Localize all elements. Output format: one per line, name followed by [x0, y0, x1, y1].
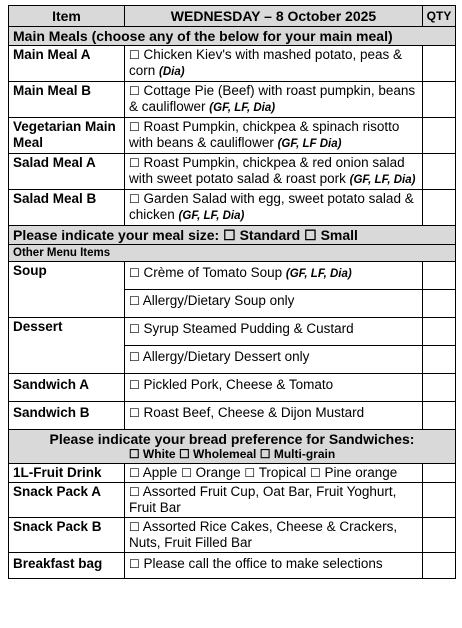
item-name: Dessert — [9, 318, 125, 374]
item-name: Vegetarian Main Meal — [9, 118, 125, 154]
checkbox[interactable]: ☐ — [129, 192, 140, 206]
item-name: Salad Meal A — [9, 154, 125, 190]
bread-white: White — [142, 447, 176, 461]
table-row — [9, 553, 456, 579]
option-text: Pickled Pork, Cheese & Tomato — [143, 377, 334, 392]
checkbox[interactable]: ☐ — [129, 84, 140, 98]
option-text: Roast Pumpkin, chickpea & spinach risotto with beans & cauliflower — [129, 119, 400, 150]
checkbox[interactable]: ☐ — [129, 378, 140, 392]
option-main-meal-b[interactable] — [125, 82, 423, 118]
table-row — [9, 518, 456, 553]
qty-cell[interactable] — [423, 518, 456, 553]
qty-cell[interactable] — [423, 46, 456, 82]
qty-cell[interactable] — [423, 290, 456, 318]
dietary-tag: (GF, LF, Dia) — [209, 102, 276, 114]
qty-cell[interactable] — [423, 318, 456, 346]
qty-cell[interactable] — [423, 374, 456, 402]
bread-multigrain: Multi-grain — [273, 447, 336, 461]
option-text: Roast Pumpkin, chickpea & red onion salad with sweet potato salad & roast pork — [129, 155, 405, 186]
option-dessert-pudding[interactable] — [125, 318, 423, 346]
qty-cell[interactable] — [423, 402, 456, 430]
main-meals-heading-row — [9, 27, 456, 46]
qty-cell[interactable] — [423, 82, 456, 118]
dietary-tag: (GF, LF Dia) — [277, 138, 342, 150]
option-text: Please call the office to make selections — [143, 556, 383, 571]
other-menu-heading: Other Menu Items — [9, 245, 456, 262]
qty-cell[interactable] — [423, 118, 456, 154]
qty-cell[interactable] — [423, 553, 456, 579]
meal-size-small: Small — [320, 227, 358, 243]
option-text: Assorted Rice Cakes, Cheese & Crackers, Nuts, Fruit Filled Bar — [129, 519, 398, 550]
qty-column-header: QTY — [423, 6, 456, 27]
bread-preference — [9, 430, 456, 464]
menu-order-form — [8, 5, 456, 579]
day-column-header: WEDNESDAY – 8 October 2025 — [125, 6, 423, 27]
option-apple: Apple — [142, 465, 178, 480]
item-name: 1L-Fruit Drink — [9, 464, 125, 483]
option-snack-pack-a[interactable] — [125, 483, 423, 518]
table-row — [9, 82, 456, 118]
checkbox[interactable]: ☐ — [223, 227, 236, 243]
table-row — [9, 483, 456, 518]
option-orange: Orange — [195, 465, 241, 480]
option-text: Cottage Pie (Beef) with roast pumpkin, beans & cauliflower — [129, 83, 416, 114]
item-name: Main Meal A — [9, 46, 125, 82]
item-name: Snack Pack B — [9, 518, 125, 553]
option-main-meal-a[interactable] — [125, 46, 423, 82]
checkbox[interactable]: ☐ — [181, 466, 192, 480]
option-soup-tomato[interactable] — [125, 262, 423, 290]
qty-cell[interactable] — [423, 154, 456, 190]
table-row — [9, 118, 456, 154]
checkbox[interactable]: ☐ — [129, 266, 140, 280]
table-row — [9, 402, 456, 430]
dietary-tag: (GF, LF, Dia) — [285, 268, 352, 280]
option-tropical: Tropical — [258, 465, 307, 480]
table-row — [9, 374, 456, 402]
checkbox[interactable]: ☐ — [129, 557, 140, 571]
header-row — [9, 6, 456, 27]
option-text: Garden Salad with egg, sweet potato salad & chicken — [129, 191, 414, 222]
option-text: Roast Beef, Cheese & Dijon Mustard — [143, 405, 365, 420]
option-text: Allergy/Dietary Soup only — [142, 293, 295, 308]
option-text: Chicken Kiev's with mashed potato, peas & corn — [129, 47, 402, 78]
option-fruit-drink[interactable] — [125, 464, 423, 483]
qty-cell[interactable] — [423, 346, 456, 374]
table-row — [9, 190, 456, 226]
option-text: Allergy/Dietary Dessert only — [142, 349, 310, 364]
checkbox[interactable]: ☐ — [129, 406, 140, 420]
other-menu-heading-row — [9, 245, 456, 262]
meal-size-label: Please indicate your meal size: — [13, 227, 220, 243]
checkbox[interactable]: ☐ — [129, 120, 140, 134]
item-name: Snack Pack A — [9, 483, 125, 518]
qty-cell[interactable] — [423, 262, 456, 290]
dietary-tag: (GF, LF, Dia) — [349, 174, 416, 186]
option-soup-allergy[interactable] — [125, 290, 423, 318]
bread-options — [13, 447, 451, 461]
option-text: Assorted Fruit Cup, Oat Bar, Fruit Yoghurt, Fruit Bar — [129, 484, 397, 515]
meal-size-prompt — [9, 226, 456, 245]
qty-cell[interactable] — [423, 464, 456, 483]
item-name: Soup — [9, 262, 125, 318]
checkbox[interactable]: ☐ — [129, 48, 140, 62]
option-sandwich-b[interactable] — [125, 402, 423, 430]
qty-cell[interactable] — [423, 190, 456, 226]
option-dessert-allergy[interactable] — [125, 346, 423, 374]
checkbox[interactable]: ☐ — [129, 466, 140, 480]
dietary-tag: (Dia) — [159, 66, 185, 78]
checkbox[interactable]: ☐ — [129, 520, 140, 534]
main-meals-heading: Main Meals (choose any of the below for your main meal) — [9, 27, 456, 46]
checkbox[interactable]: ☐ — [259, 447, 271, 461]
checkbox[interactable]: ☐ — [129, 350, 140, 364]
checkbox[interactable]: ☐ — [309, 466, 321, 480]
item-name: Main Meal B — [9, 82, 125, 118]
option-vegetarian-main-meal[interactable] — [125, 118, 423, 154]
option-text: Crème of Tomato Soup — [143, 265, 283, 280]
table-row — [9, 154, 456, 190]
table-row — [9, 46, 456, 82]
dietary-tag: (GF, LF, Dia) — [178, 210, 245, 222]
bread-prompt: Please indicate your bread preference for Sandwiches: — [49, 431, 415, 447]
table-row — [9, 318, 456, 346]
bread-preference-row — [9, 430, 456, 464]
checkbox[interactable]: ☐ — [129, 294, 140, 308]
meal-size-row — [9, 226, 456, 245]
checkbox[interactable]: ☐ — [304, 227, 317, 243]
item-name: Sandwich B — [9, 402, 125, 430]
checkbox[interactable]: ☐ — [128, 447, 140, 461]
checkbox[interactable]: ☐ — [244, 466, 256, 480]
bread-wholemeal: Wholemeal — [193, 447, 257, 461]
checkbox[interactable]: ☐ — [129, 156, 140, 170]
option-pine-orange: Pine orange — [324, 465, 398, 480]
meal-size-standard: Standard — [239, 227, 301, 243]
checkbox[interactable]: ☐ — [178, 447, 190, 461]
item-name: Breakfast bag — [9, 553, 125, 579]
item-name: Sandwich A — [9, 374, 125, 402]
option-snack-pack-b[interactable] — [125, 518, 423, 553]
option-sandwich-a[interactable] — [125, 374, 423, 402]
option-salad-meal-a[interactable] — [125, 154, 423, 190]
item-name: Salad Meal B — [9, 190, 125, 226]
option-text: Syrup Steamed Pudding & Custard — [143, 321, 354, 336]
option-salad-meal-b[interactable] — [125, 190, 423, 226]
checkbox[interactable]: ☐ — [129, 485, 140, 499]
checkbox[interactable]: ☐ — [129, 322, 140, 336]
qty-cell[interactable] — [423, 483, 456, 518]
item-column-header: Item — [9, 6, 125, 27]
table-row — [9, 464, 456, 483]
table-row — [9, 262, 456, 290]
option-breakfast-bag[interactable] — [125, 553, 423, 579]
